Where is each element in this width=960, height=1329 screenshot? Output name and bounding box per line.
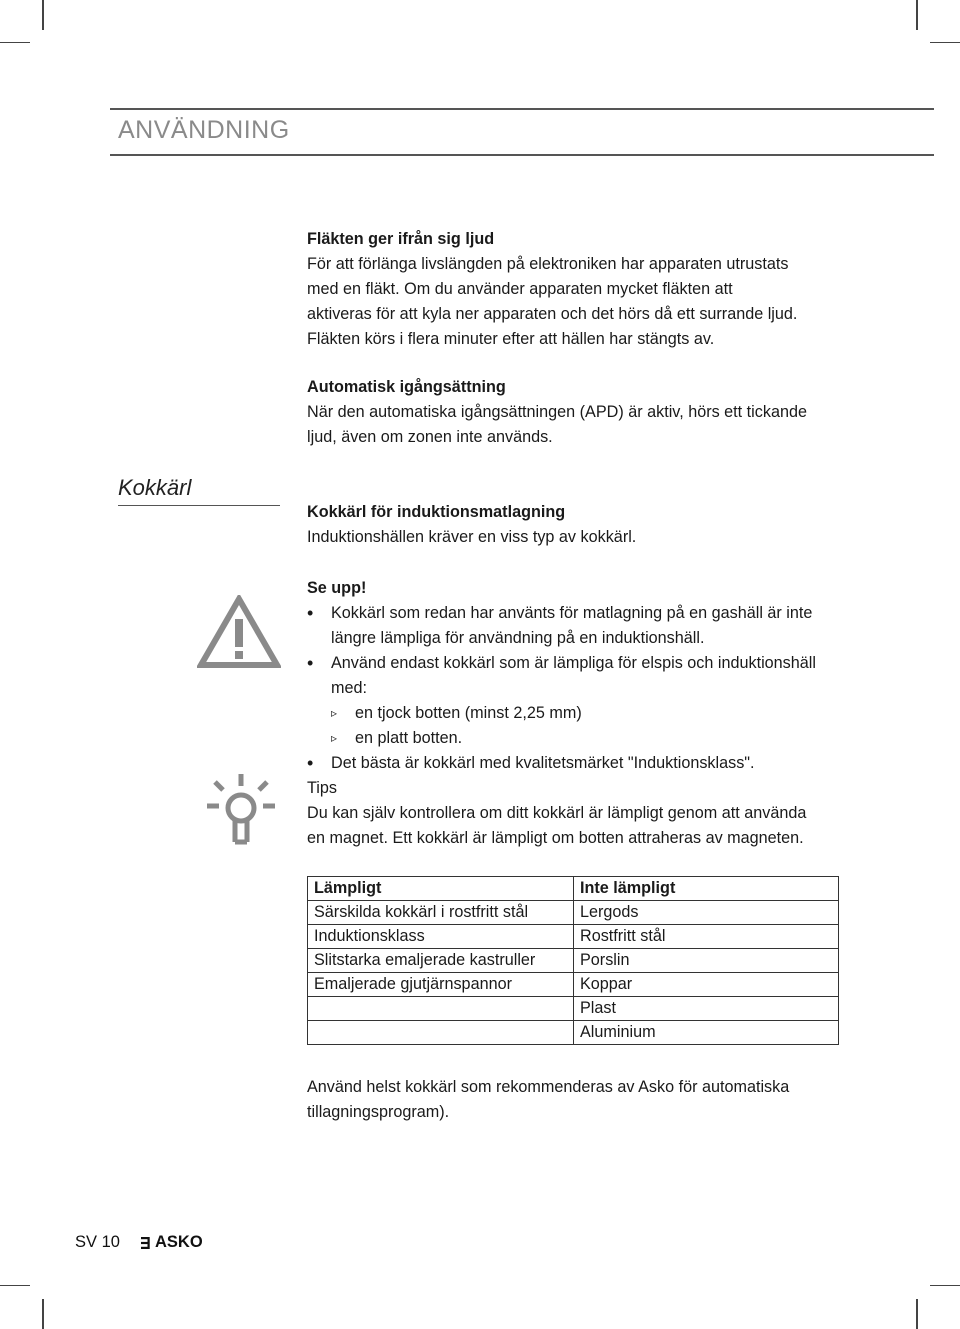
closing-line: Använd helst kokkärl som rekommenderas av Asko för automatiska (307, 1078, 790, 1096)
table-row (308, 901, 839, 925)
bullet-line: Använd endast kokkärl som är lämpliga för elspis och induktionshäll (331, 654, 816, 672)
table-cell: Porslin (574, 949, 839, 973)
tips-line: Du kan själv kontrollera om ditt kokkärl är lämpligt genom att använda (307, 804, 807, 822)
fan-line: aktiveras för att kyla ner apparaten och det hörs då ett surrande ljud. (307, 305, 798, 323)
bullet-line: med: (331, 679, 367, 697)
table-cell: Slitstarka emaljerade kastruller (308, 949, 574, 973)
tips-heading: Tips (307, 779, 337, 797)
fan-line: Fläkten körs i flera minuter efter att hällen har stängts av. (307, 330, 715, 348)
bullet-line: längre lämpliga för användning på en induktionshäll. (331, 629, 705, 647)
warning-heading: Se upp! (307, 579, 367, 597)
warning-bullet (307, 601, 867, 651)
crop-mark (0, 42, 30, 43)
auto-line: När den automatiska igångsättningen (APD) är aktiv, hörs ett tickande (307, 403, 807, 421)
section-side-title: Kokkärl (118, 475, 192, 500)
table-row (308, 973, 839, 997)
side-title-rule (118, 505, 280, 506)
table-row (308, 925, 839, 949)
brand-name: ASKO (155, 1233, 203, 1251)
crop-mark (930, 1285, 960, 1286)
closing-section (307, 1075, 867, 1125)
lightbulb-icon (205, 772, 277, 846)
bullet-line: Kokkärl som redan har använts för matlagning på en gashäll är inte (331, 604, 813, 622)
closing-line: tillagningsprogram). (307, 1103, 450, 1121)
auto-line: ljud, även om zonen inte används. (307, 428, 553, 446)
fan-line: För att förlänga livslängden på elektroniken har apparaten utrustats (307, 255, 789, 273)
page-number: SV 10 (75, 1233, 120, 1251)
table-cell: Induktionsklass (308, 925, 574, 949)
fan-section (307, 227, 847, 352)
table-cell: Koppar (574, 973, 839, 997)
sub-item: ▹ en tjock botten (minst 2,25 mm) (331, 701, 867, 726)
crop-mark (0, 1285, 30, 1286)
cookware-heading: Kokkärl för induktionsmatlagning (307, 503, 566, 521)
header-bottom-rule (110, 154, 934, 156)
table-cell (308, 1021, 574, 1045)
table-header-cell: Inte lämpligt (574, 877, 839, 901)
crop-mark (916, 1299, 918, 1329)
crop-mark (930, 42, 960, 43)
auto-heading: Automatisk igångsättning (307, 378, 506, 396)
sub-item: ▹ en platt botten. (331, 726, 867, 751)
crop-mark (42, 0, 44, 30)
warning-bullet: • Det bästa är kokkärl med kvalitetsmärket "Induktionsklass". (307, 751, 867, 776)
cookware-section (307, 500, 847, 550)
table-cell: Lergods (574, 901, 839, 925)
fan-line: med en fläkt. Om du använder apparaten mycket fläkten att (307, 280, 733, 298)
table-row (308, 997, 839, 1021)
table-cell: Plast (574, 997, 839, 1021)
cookware-table (307, 876, 839, 1045)
table-cell (308, 997, 574, 1021)
table-row (308, 949, 839, 973)
table-cell: Aluminium (574, 1021, 839, 1045)
asko-logo-icon (140, 1236, 152, 1250)
crop-mark (916, 0, 918, 30)
page-title: ANVÄNDNING (118, 116, 290, 144)
table-cell: Särskilda kokkärl i rostfritt stål (308, 901, 574, 925)
auto-section (307, 375, 847, 450)
fan-heading: Fläkten ger ifrån sig ljud (307, 230, 495, 248)
table-cell: Rostfritt stål (574, 925, 839, 949)
warning-section (307, 576, 867, 776)
table-header-row (308, 877, 839, 901)
brand-logo (140, 1233, 203, 1252)
table-row (308, 1021, 839, 1045)
tips-section (307, 776, 867, 851)
cookware-text: Induktionshällen kräver en viss typ av kokkärl. (307, 528, 637, 546)
crop-mark (42, 1299, 44, 1329)
table-cell: Emaljerade gjutjärnspannor (308, 973, 574, 997)
header-top-rule (110, 108, 934, 110)
table-header-cell: Lämpligt (308, 877, 574, 901)
tips-line: en magnet. Ett kokkärl är lämpligt om botten attraheras av magneten. (307, 829, 804, 847)
warning-bullet (307, 651, 867, 701)
warning-triangle-icon (197, 595, 281, 669)
